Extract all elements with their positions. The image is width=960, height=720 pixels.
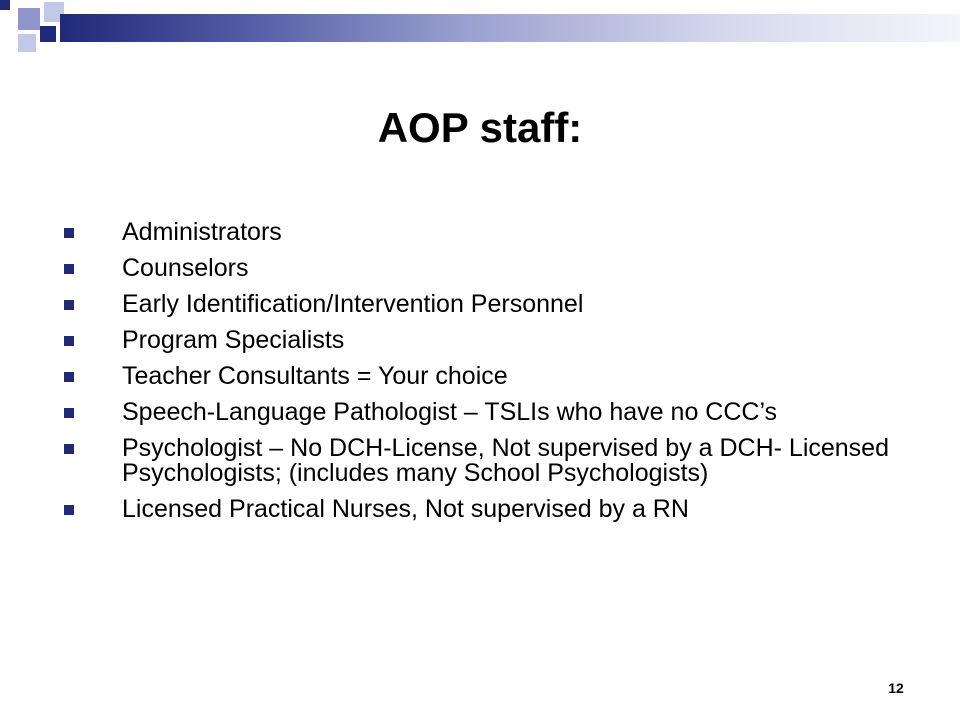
bullet-text: Speech-Language Pathologist – TSLIs who have no CCC’s xyxy=(122,398,778,426)
bullet-text: Psychologist – No DCH-License, Not supervised by a DCH- Licensed Psychologists; (includes many School Psychologists) xyxy=(122,434,889,487)
decorative-square xyxy=(40,26,56,42)
slide-title: AOP staff: xyxy=(377,104,583,151)
bullet-item xyxy=(64,364,894,389)
bullet-item xyxy=(64,436,894,486)
bullet-item xyxy=(64,256,894,281)
decorative-square xyxy=(0,0,10,10)
square-bullet-icon xyxy=(64,228,74,238)
bullet-text: Program Specialists xyxy=(122,326,345,354)
square-bullet-icon xyxy=(64,372,74,382)
bullet-item xyxy=(64,292,894,317)
bullet-list xyxy=(64,220,894,533)
header-gradient-bar xyxy=(60,14,960,42)
bullet-item xyxy=(64,328,894,353)
bullet-item xyxy=(64,220,894,245)
square-bullet-icon xyxy=(64,408,74,418)
bullet-text: Teacher Consultants = Your choice xyxy=(122,362,508,390)
square-bullet-icon xyxy=(64,444,74,454)
bullet-text: Licensed Practical Nurses, Not supervised by a RN xyxy=(122,495,689,523)
bullet-text: Administrators xyxy=(122,218,282,246)
bullet-item xyxy=(64,497,894,522)
bullet-text: Counselors xyxy=(122,254,249,282)
decorative-square xyxy=(18,34,36,52)
square-bullet-icon xyxy=(64,300,74,310)
bullet-item xyxy=(64,400,894,425)
square-bullet-icon xyxy=(64,336,74,346)
decorative-square xyxy=(18,8,40,30)
bullet-text: Early Identification/Intervention Personnel xyxy=(122,290,584,318)
page-number: 12 xyxy=(888,680,904,696)
square-bullet-icon xyxy=(64,505,74,515)
square-bullet-icon xyxy=(64,264,74,274)
